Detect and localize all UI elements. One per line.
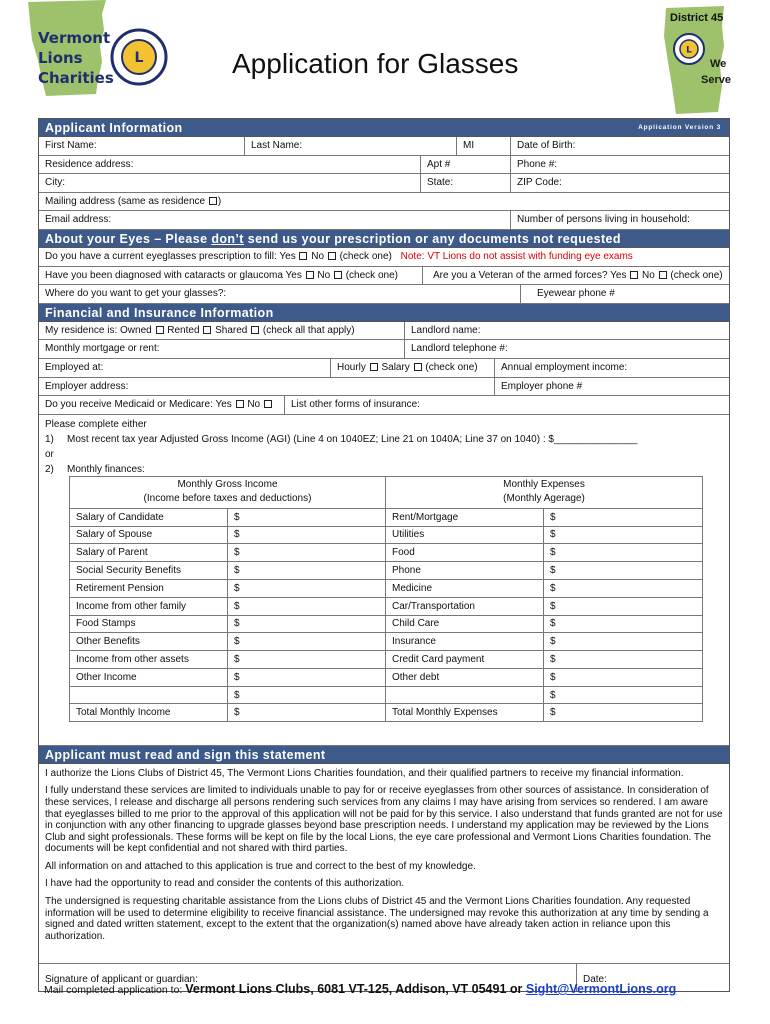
we-serve-motto: We Serve — [701, 58, 731, 86]
owned-checkbox[interactable] — [156, 326, 164, 334]
expense-label: Rent/Mortgage — [386, 508, 544, 526]
table-row — [70, 508, 703, 526]
svg-text:L: L — [686, 45, 692, 56]
income-amount[interactable]: $ — [228, 526, 386, 544]
income-label: Salary of Candidate — [70, 508, 228, 526]
household-size-field[interactable]: Number of persons living in household: — [517, 214, 690, 226]
rented-checkbox[interactable] — [203, 326, 211, 334]
income-amount[interactable]: $ — [228, 597, 386, 615]
expense-label: Car/Transportation — [386, 597, 544, 615]
income-column-header: Monthly Gross Income (Income before taxes and deductions) — [70, 476, 386, 508]
expense-amount[interactable]: $ — [544, 615, 703, 633]
section-financial-insurance: Financial and Insurance Information — [39, 304, 729, 322]
table-row — [70, 544, 703, 562]
apt-field[interactable]: Apt # — [421, 156, 511, 174]
cataracts-no-checkbox[interactable] — [334, 271, 342, 279]
expense-label: Medicine — [386, 579, 544, 597]
city-field[interactable]: City: — [39, 174, 421, 192]
mailing-address-field[interactable]: Mailing address (same as residence ) — [45, 195, 222, 207]
monthly-finances-line: 2) Monthly finances: — [45, 463, 145, 475]
signature-field[interactable]: Signature of applicant or guardian: — [39, 964, 577, 991]
expense-amount[interactable]: $ — [544, 544, 703, 562]
table-row — [70, 686, 703, 704]
expense-amount[interactable]: $ — [544, 633, 703, 651]
total-income-amount[interactable]: $ — [228, 704, 386, 722]
finances-block — [39, 415, 729, 746]
table-row — [70, 579, 703, 597]
mortgage-rent-field[interactable]: Monthly mortgage or rent: — [39, 340, 405, 358]
table-row — [70, 597, 703, 615]
residence-address-field[interactable]: Residence address: — [39, 156, 421, 174]
section-applicant-information: Applicant Information Application Version 3 — [39, 119, 729, 137]
hourly-checkbox[interactable] — [370, 363, 378, 371]
income-label: Income from other family — [70, 597, 228, 615]
income-amount[interactable]: $ — [228, 615, 386, 633]
complete-either-text: Please complete either — [45, 418, 147, 430]
middle-initial-field[interactable]: MI — [457, 137, 511, 155]
zip-code-field[interactable]: ZIP Code: — [517, 177, 562, 189]
expense-amount[interactable]: $ — [544, 651, 703, 669]
district-label: District 45 — [670, 12, 724, 24]
glasses-location-field[interactable]: Where do you want to get your glasses?: — [39, 285, 521, 303]
expense-label: Other debt — [386, 668, 544, 686]
section-about-your-eyes: About your Eyes – Please don’t send us your prescription or any documents not requested — [39, 230, 729, 248]
income-amount[interactable]: $ — [228, 651, 386, 669]
expense-label: Insurance — [386, 633, 544, 651]
income-amount[interactable]: $ — [228, 668, 386, 686]
income-label: Other Benefits — [70, 633, 228, 651]
landlord-name-field[interactable]: Landlord name: — [411, 324, 481, 336]
expense-amount[interactable]: $ — [544, 508, 703, 526]
table-row — [70, 615, 703, 633]
agi-line[interactable]: 1) Most recent tax year Adjusted Gross Income (AGI) (Line 4 on 1040EZ; Line 21 on 1040A; Line 37 on 1040) : $_______________ — [45, 433, 638, 445]
total-income-label: Total Monthly Income — [70, 704, 228, 722]
same-as-residence-checkbox[interactable] — [209, 197, 217, 205]
expense-amount[interactable]: $ — [544, 562, 703, 580]
medicaid-no-checkbox[interactable] — [264, 400, 272, 408]
pay-type-question: Hourly Salary (check one) — [331, 359, 495, 377]
landlord-phone-field[interactable]: Landlord telephone #: — [411, 343, 508, 355]
mailing-instructions: Mail completed application to: Vermont Lions Clubs, 6081 VT-125, Addison, VT 05491 or Sight@VermontLions.org — [44, 982, 677, 996]
expense-label: Credit Card payment — [386, 651, 544, 669]
version-label: Application Version 3 — [638, 124, 721, 131]
income-label: Salary of Spouse — [70, 526, 228, 544]
date-of-birth-field[interactable]: Date of Birth: — [517, 140, 576, 151]
income-amount[interactable]: $ — [228, 579, 386, 597]
last-name-field[interactable]: Last Name: — [245, 137, 457, 155]
lions-international-emblem-icon — [110, 28, 168, 86]
email-link[interactable]: Sight@VermontLions.org — [525, 982, 677, 996]
income-amount[interactable]: $ — [228, 544, 386, 562]
income-amount[interactable]: $ — [228, 508, 386, 526]
employer-address-field[interactable]: Employer address: — [39, 378, 495, 396]
expense-amount[interactable]: $ — [544, 579, 703, 597]
email-address-field[interactable]: Email address: — [39, 211, 511, 229]
svg-text:L: L — [134, 50, 144, 66]
income-label: Social Security Benefits — [70, 562, 228, 580]
medicaid-question: Do you receive Medicaid or Medicare: Yes No — [39, 396, 285, 414]
table-row — [70, 651, 703, 669]
medicaid-yes-checkbox[interactable] — [236, 400, 244, 408]
cataracts-question: Have you been diagnosed with cataracts or glaucoma Yes No (check one) — [39, 267, 423, 285]
table-row — [70, 526, 703, 544]
eye-exam-note: Note: VT Lions do not assist with funding eye exams — [400, 250, 633, 262]
table-row — [70, 704, 703, 722]
expense-label: Phone — [386, 562, 544, 580]
or-text: or — [45, 448, 54, 460]
veteran-yes-checkbox[interactable] — [630, 271, 638, 279]
expense-amount[interactable]: $ — [544, 526, 703, 544]
prescription-question: Do you have a current eyeglasses prescription to fill: Yes No (check one) Note: VT Lions do not assist with funding eye exams — [45, 250, 633, 262]
other-insurance-field[interactable]: List other forms of insurance: — [291, 399, 420, 411]
table-row — [70, 668, 703, 686]
income-label[interactable] — [70, 686, 228, 704]
prescription-no-checkbox[interactable] — [328, 252, 336, 260]
salary-checkbox[interactable] — [414, 363, 422, 371]
total-expenses-label: Total Monthly Expenses — [386, 704, 544, 722]
date-field[interactable]: Date: — [583, 973, 607, 985]
total-expenses-amount[interactable]: $ — [544, 704, 703, 722]
income-label: Food Stamps — [70, 615, 228, 633]
vermont-lions-charities-logo: Vermont Lions Charities — [38, 29, 114, 87]
residence-type-question: My residence is: Owned Rented Shared (check all that apply) — [39, 322, 405, 340]
table-row — [70, 562, 703, 580]
cataracts-yes-checkbox[interactable] — [306, 271, 314, 279]
income-label: Salary of Parent — [70, 544, 228, 562]
income-amount[interactable]: $ — [228, 686, 386, 704]
annual-income-field[interactable]: Annual employment income: — [501, 361, 628, 373]
application-form — [38, 118, 730, 992]
expense-amount[interactable]: $ — [544, 668, 703, 686]
expense-label: Utilities — [386, 526, 544, 544]
expense-label[interactable] — [386, 686, 544, 704]
eyewear-phone-field[interactable]: Eyewear phone # — [537, 288, 615, 300]
veteran-question: Are you a Veteran of the armed forces? Yes No (check one) — [433, 269, 723, 281]
section-sign-statement: Applicant must read and sign this statement — [39, 746, 729, 764]
income-label: Other Income — [70, 668, 228, 686]
prescription-yes-checkbox[interactable] — [299, 252, 307, 260]
table-row — [70, 633, 703, 651]
expense-label: Child Care — [386, 615, 544, 633]
expense-amount[interactable]: $ — [544, 597, 703, 615]
employed-at-field[interactable]: Employed at: — [39, 359, 331, 377]
first-name-field[interactable]: First Name: — [39, 137, 245, 155]
income-label: Retirement Pension — [70, 579, 228, 597]
expense-column-header: Monthly Expenses (Monthly Agerage) — [386, 476, 703, 508]
shared-checkbox[interactable] — [251, 326, 259, 334]
expense-label: Food — [386, 544, 544, 562]
veteran-no-checkbox[interactable] — [659, 271, 667, 279]
income-amount[interactable]: $ — [228, 633, 386, 651]
monthly-finances-table — [69, 476, 703, 723]
employer-phone-field[interactable]: Employer phone # — [501, 380, 583, 392]
mailing-address: Vermont Lions Clubs, 6081 VT-125, Addison, VT 05491 or — [185, 982, 526, 996]
expense-amount[interactable]: $ — [544, 686, 703, 704]
income-label: Income from other assets — [70, 651, 228, 669]
income-amount[interactable]: $ — [228, 562, 386, 580]
state-field[interactable]: State: — [421, 174, 511, 192]
page-title: Application for Glasses — [232, 48, 519, 79]
phone-field[interactable]: Phone #: — [517, 158, 558, 170]
authorization-statement: I authorize the Lions Clubs of District 45, The Vermont Lions Charities foundation, and their qualified partners to receive my financial information. I fully understand these services are limited to individuals unable to pay for or receive eyeglasses from other sources of assistance. In consideration of these services, I release and discharge all persons rendering such services from any claims I may have arising from services so rendered. I am aware that eyeglasses billed to me prior to the approval of this application will not be paid for by this service. I also understand that funds granted are not for use in conjunction with any other financing to upgrade glasses beyond base prescription needs. I understand my application may be reviewed by the Lions Club and sight professionals. These forms will be kept on file by the local Lions, the eye care professional and Vermont Lions Charities foundation. The documents will be kept confidential and not shared with third parties. All information on and attached to this application is true and correct to the best of my knowledge. I have had the opportunity to read and consider the contents of this authorization. The undersigned is requesting charitable assistance from the Lions clubs of District 45 and the Vermont Lions Charities foundation. Any requested information will be used to determine eligibility to receive financial assistance. The undersigned may revoke this authorization at any time by sending a signed and dated written statement, except to the extent that the organization(s) named above have already taken action in reliance upon this authorization. — [39, 764, 729, 964]
